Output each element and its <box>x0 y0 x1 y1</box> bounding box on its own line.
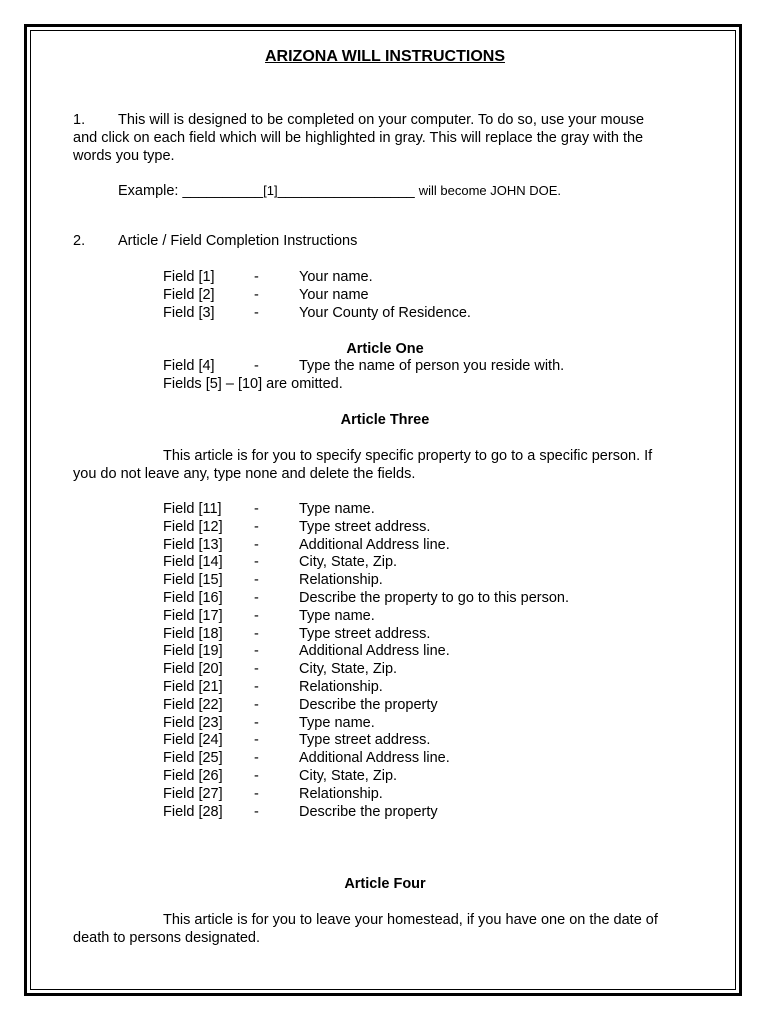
field-dash: - <box>254 607 259 624</box>
example-line <box>118 182 561 200</box>
field-label: Field [1] <box>163 269 215 285</box>
field-label: Field [19] <box>163 643 223 660</box>
field-description: Type name. <box>299 714 375 731</box>
field-label: Field [27] <box>163 785 223 802</box>
omitted-fields-note: Fields [5] – [10] are omitted. <box>163 376 343 392</box>
field-label: Field [28] <box>163 803 223 820</box>
field-description: Relationship. <box>299 785 383 802</box>
field-label: Field [16] <box>163 590 223 606</box>
article-one-heading: Article One <box>346 341 424 357</box>
field-dash: - <box>254 590 259 606</box>
field-dash: - <box>254 661 259 678</box>
field-dash: - <box>254 358 259 374</box>
field-description: Your name <box>299 287 369 303</box>
article-three-para-line-1: This article is for you to specify specific property to go to a specific person. If <box>163 448 653 464</box>
example-blank-1: __________ <box>182 183 264 199</box>
field-label: Field [3] <box>163 305 215 321</box>
field-dash: - <box>254 679 259 695</box>
document-title: ARIZONA WILL INSTRUCTIONS <box>265 48 505 65</box>
field-label: Field [12] <box>163 518 223 535</box>
field-description: City, State, Zip. <box>299 768 398 784</box>
field-label: Field [21] <box>163 679 223 695</box>
field-label: Field [24] <box>163 732 223 749</box>
field-description: Describe the property <box>299 803 438 820</box>
field-label: Field [2] <box>163 287 215 303</box>
article-three-para-line-2: you do not leave any, type none and delete the fields. <box>73 466 416 482</box>
field-label: Field [11] <box>163 501 222 517</box>
field-dash: - <box>254 643 259 660</box>
section-1-line-2: and click on each field which will be highlighted in gray. This will replace the gray with the <box>73 130 644 146</box>
field-dash: - <box>254 625 259 642</box>
field-label: Field [20] <box>163 661 223 678</box>
section-2-number: 2. <box>73 233 86 249</box>
field-dash: - <box>254 501 259 517</box>
field-dash: - <box>254 732 259 749</box>
field-label: Field [4] <box>163 358 215 374</box>
field-label: Field [18] <box>163 625 223 642</box>
field-dash: - <box>254 269 259 285</box>
field-dash: - <box>254 554 259 571</box>
field-label: Field [25] <box>163 750 223 767</box>
field-description: Relationship. <box>299 572 383 589</box>
field-dash: - <box>254 305 259 321</box>
field-description: Your County of Residence. <box>299 305 471 321</box>
article-four-para-line-1: This article is for you to leave your homestead, if you have one on the date of <box>163 912 658 928</box>
page-border-inner <box>30 30 736 990</box>
field-description: Type name. <box>299 501 375 517</box>
article-four-para-line-2: death to persons designated. <box>73 930 261 946</box>
field-description: Relationship. <box>299 679 383 695</box>
field-dash: - <box>254 785 259 802</box>
field-description: Type street address. <box>299 518 431 535</box>
field-label: Field [23] <box>163 714 223 731</box>
example-blank-2: _________________ <box>277 183 415 199</box>
field-description: Describe the property <box>299 696 438 713</box>
field-dash: - <box>254 518 259 535</box>
field-description: Your name. <box>299 269 373 285</box>
example-label: Example: <box>118 183 179 199</box>
field-description: City, State, Zip. <box>299 554 398 571</box>
section-1-number: 1. <box>73 112 86 128</box>
field-dash: - <box>254 696 259 713</box>
field-label: Field [17] <box>163 607 223 624</box>
field-description: Type street address. <box>299 625 431 642</box>
field-description: Additional Address line. <box>299 643 450 660</box>
field-dash: - <box>254 803 259 820</box>
field-description: Type the name of person you reside with. <box>299 358 565 374</box>
field-description: Additional Address line. <box>299 750 450 767</box>
example-field-marker: [1] <box>263 183 278 198</box>
field-dash: - <box>254 572 259 589</box>
field-label: Field [22] <box>163 696 223 713</box>
section-2-heading: Article / Field Completion Instructions <box>118 233 358 249</box>
field-description: Describe the property to go to this person. <box>299 590 570 606</box>
article-four-heading: Article Four <box>344 876 426 892</box>
example-result: will become JOHN DOE. <box>418 183 562 198</box>
field-description: Additional Address line. <box>299 536 450 553</box>
field-label: Field [14] <box>163 554 223 571</box>
field-description: City, State, Zip. <box>299 661 398 678</box>
field-label: Field [13] <box>163 536 223 553</box>
field-description: Type street address. <box>299 732 431 749</box>
section-1-line-1: This will is designed to be completed on your computer. To do so, use your mouse <box>118 112 645 128</box>
field-label: Field [15] <box>163 572 223 589</box>
field-label: Field [26] <box>163 768 223 784</box>
field-dash: - <box>254 750 259 767</box>
field-dash: - <box>254 287 259 303</box>
field-description: Type name. <box>299 607 375 624</box>
article-three-heading: Article Three <box>340 412 430 428</box>
field-dash: - <box>254 768 259 784</box>
field-dash: - <box>254 714 259 731</box>
section-1-line-3: words you type. <box>73 148 175 164</box>
field-dash: - <box>254 536 259 553</box>
page-border-outer <box>24 24 742 996</box>
